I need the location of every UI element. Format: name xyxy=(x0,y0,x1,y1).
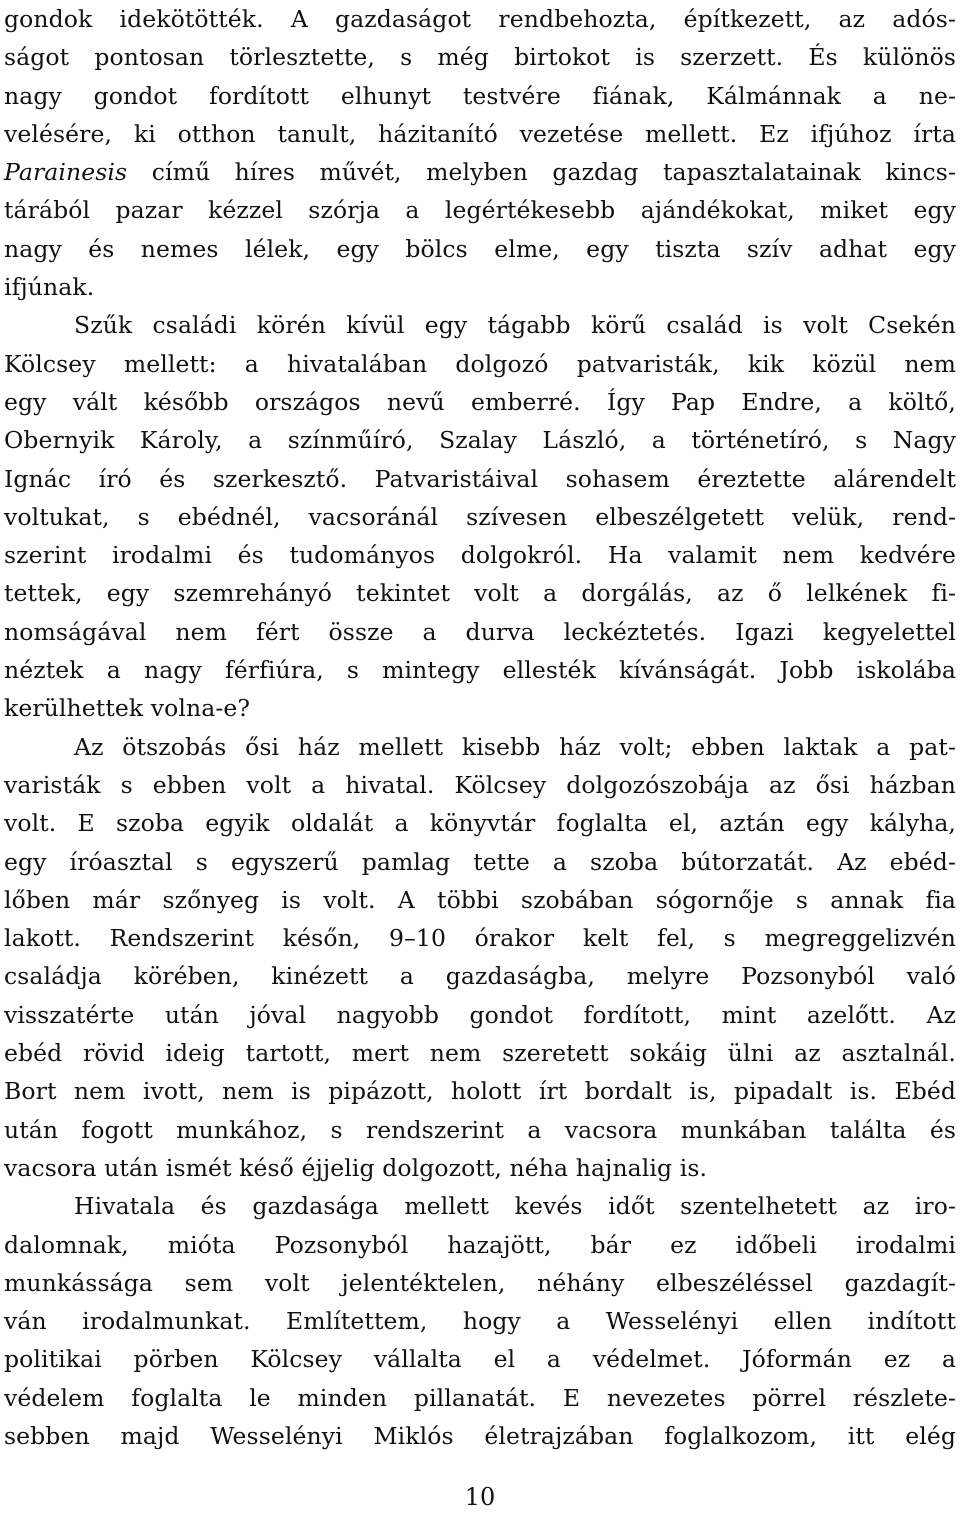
text-line: vacsora után ismét késő éjjelig dolgozott, néha hajnalig is. xyxy=(4,1153,708,1182)
text-line: Szűk családi körén kívül egy tágabb körű család is volt Csekén xyxy=(74,311,956,340)
text-line: nagy gondot fordított elhunyt testvére fiának, Kálmánnak a ne- xyxy=(4,81,956,110)
text-line: Ignác író és szerkesztő. Patvaristáival sohasem éreztette alárendelt xyxy=(4,464,956,493)
text-line: munkássága sem volt jelentéktelen, néhány elbeszéléssel gazdagít- xyxy=(4,1268,956,1297)
text-line-rest: című híres művét, melyben gazdag tapasztalatainak kincs- xyxy=(127,158,956,187)
text-line: Bort nem ivott, nem is pipázott, holott írt bordalt is, pipadalt is. Ebéd xyxy=(4,1077,956,1106)
text-line: kerülhettek volna-e? xyxy=(4,694,251,723)
text-line: visszatérte után jóval nagyobb gondot fordított, mint azelőtt. Az xyxy=(4,1000,956,1029)
text-line: egy íróasztal s egyszerű pamlag tette a szoba bútorzatát. Az ebéd- xyxy=(4,847,956,876)
text-line: velésére, ki otthon tanult, házitanító vezetése mellett. Ez ifjúhoz írta xyxy=(4,119,956,148)
text-line: védelem foglalta le minden pillanatát. E nevezetes pörrel részlete- xyxy=(4,1383,956,1412)
page-number: 10 xyxy=(464,1483,496,1511)
text-line: ván irodalmunkat. Említettem, hogy a Wesselényi ellen indított xyxy=(4,1307,956,1336)
text-line: tárából pazar kézzel szórja a legértékesebb ajándékokat, miket egy xyxy=(4,196,956,225)
text-line: Hivatala és gazdasága mellett kevés időt szentelhetett az iro- xyxy=(74,1192,956,1221)
text-line: családja körében, kinézett a gazdaságba, melyre Pozsonyból való xyxy=(4,962,956,991)
text-line: után fogott munkához, s rendszerint a vacsora munkában találta és xyxy=(4,1115,956,1144)
work-title-italic: Parainesis xyxy=(4,158,128,187)
text-line: voltukat, s ebédnél, vacsoránál szívesen elbeszélgetett velük, rend- xyxy=(4,502,956,531)
text-line: szerint irodalmi és tudományos dolgokról. Ha valamit nem kedvére xyxy=(4,541,956,570)
text-line: dalomnak, mióta Pozsonyból hazajött, bár ez időbeli irodalmi xyxy=(4,1230,956,1259)
text-line: politikai pörben Kölcsey vállalta el a védelmet. Jóformán ez a xyxy=(4,1345,956,1374)
text-line: nagy és nemes lélek, egy bölcs elme, egy tiszta szív adhat egy xyxy=(4,234,956,263)
paragraph-3 xyxy=(4,728,956,1188)
text-line: sebben majd Wesselényi Miklós életrajzában foglalkozom, itt elég xyxy=(4,1421,956,1450)
text-line: ebéd rövid ideig tartott, mert nem szeretett sokáig ülni az asztalnál. xyxy=(4,1039,956,1068)
text-line: néztek a nagy férfiúra, s mintegy ellesték kívánságát. Jobb iskolába xyxy=(4,656,956,685)
document-page xyxy=(4,0,956,1455)
text-line xyxy=(4,153,956,191)
paragraph-2 xyxy=(4,306,956,727)
text-line: Obernyik Károly, a színműíró, Szalay László, a történetíró, s Nagy xyxy=(4,426,956,455)
text-line: gondok idekötötték. A gazdaságot rendbehozta, építkezett, az adós- xyxy=(4,5,956,33)
paragraph-1 xyxy=(4,0,956,306)
text-line: egy vált később országos nevű emberré. Így Pap Endre, a költő, xyxy=(4,387,956,416)
paragraph-4 xyxy=(4,1187,956,1455)
text-line: ságot pontosan törlesztette, s még birtokot is szerzett. És különös xyxy=(4,43,956,72)
text-line: lőben már szőnyeg is volt. A többi szobában sógornője s annak fia xyxy=(4,885,956,914)
text-line: varisták s ebben volt a hivatal. Kölcsey dolgozószobája az ősi házban xyxy=(4,770,956,799)
text-line: volt. E szoba egyik oldalát a könyvtár foglalta el, aztán egy kályha, xyxy=(4,809,956,838)
text-line: Az ötszobás ősi ház mellett kisebb ház volt; ebben laktak a pat- xyxy=(74,732,956,761)
text-line: ifjúnak. xyxy=(4,273,95,302)
text-line: nomságával nem fért össze a durva leckéztetés. Igazi kegyelettel xyxy=(4,617,956,646)
text-line: tettek, egy szemrehányó tekintet volt a dorgálás, az ő lelkének fi- xyxy=(4,579,956,608)
text-line: lakott. Rendszerint későn, 9–10 órakor kelt fel, s megreggelizvén xyxy=(4,924,956,953)
text-line: Kölcsey mellett: a hivatalában dolgozó patvaristák, kik közül nem xyxy=(4,349,956,378)
